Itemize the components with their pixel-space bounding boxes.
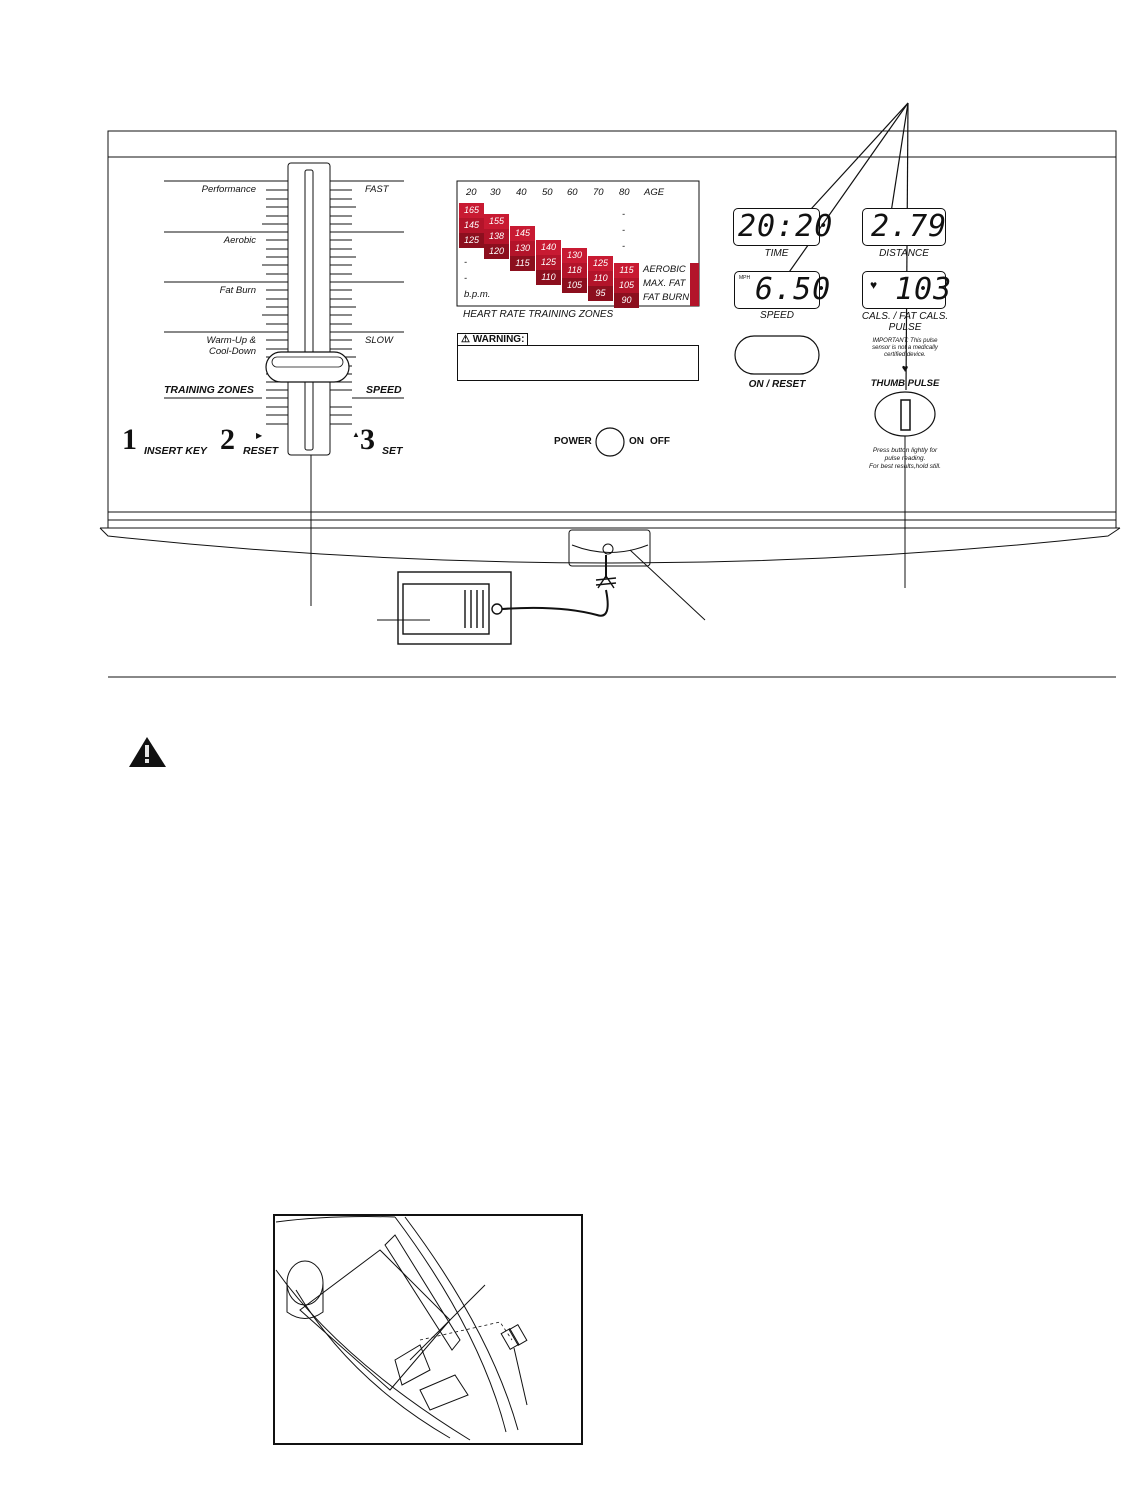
heart-rate-caption: HEART RATE TRAINING ZONES [463, 309, 614, 320]
pulse-instruction-line2: pulse reading. [884, 455, 926, 462]
calories-caption: CALS. / FAT CALS. [861, 311, 949, 322]
power-label: POWER [554, 436, 592, 447]
zone-name-max-fat: MAX. FAT [643, 278, 686, 289]
chart-dash: - [464, 273, 467, 283]
age-60: 60 [567, 187, 578, 198]
age-80: 80 [619, 187, 630, 198]
chart-dash: - [622, 241, 625, 251]
heart-rate-cell: 90 [614, 293, 639, 308]
heart-rate-cell: 95 [588, 286, 613, 301]
speed-caption: SPEED [760, 310, 794, 321]
zone-label-cool-down: Cool-Down [209, 346, 256, 357]
speed-label-slow: SLOW [365, 335, 393, 346]
arrow-up-icon: ▲ [352, 430, 360, 439]
heart-rate-cell: 165 [459, 203, 484, 218]
heart-icon: ♥ [901, 363, 909, 375]
zone-label-fat-burn: Fat Burn [219, 285, 256, 296]
time-value: 20:20 [738, 209, 834, 244]
speed-slider-track [288, 163, 330, 455]
age-40: 40 [516, 187, 527, 198]
heart-rate-cell: 105 [614, 278, 639, 293]
callout-lines-bottom [108, 372, 1116, 677]
speed-value: 6.50 [755, 272, 832, 307]
age-20: 20 [466, 187, 477, 198]
age-50: 50 [542, 187, 553, 198]
thumb-pulse-button[interactable] [875, 392, 935, 436]
zone-label-performance: Performance [201, 184, 256, 195]
heart-rate-cell: 138 [484, 229, 509, 244]
warning-icon: ⚠ [461, 334, 470, 345]
step-1-text: INSERT KEY [144, 445, 207, 457]
power-off-label: OFF [650, 436, 670, 447]
heart-rate-cell: 145 [459, 218, 484, 233]
step-2-text: RESET [243, 445, 279, 457]
chart-dash: - [622, 225, 625, 235]
distance-display [862, 208, 946, 246]
heart-rate-cell: 130 [562, 248, 587, 263]
speed-title-label: SPEED [366, 384, 402, 396]
step-2-number: 2 [220, 423, 235, 456]
age-70: 70 [593, 187, 604, 198]
age-30: 30 [490, 187, 501, 198]
arrow-right-icon: ▶ [256, 431, 263, 440]
training-zones-label: TRAINING ZONES [164, 384, 254, 396]
bpm-label: b.p.m. [464, 289, 491, 300]
heart-rate-cell: 120 [484, 244, 509, 259]
on-reset-label: ON / RESET [748, 379, 806, 390]
pulse-instruction-line3: For best results,hold still. [869, 463, 941, 470]
heart-rate-cell: 110 [588, 271, 613, 286]
heart-rate-cell: 110 [536, 270, 561, 285]
heart-rate-cell: 125 [459, 233, 484, 248]
pulse-instruction-line1: Press button lightly for [872, 447, 938, 454]
calories-display [862, 271, 953, 309]
heart-rate-cell: 115 [614, 263, 639, 278]
step-1-number: 1 [122, 423, 137, 456]
speed-slider-handle [266, 352, 349, 382]
distance-value: 2.79 [871, 209, 948, 244]
zone-name-fat-burn: FAT BURN [643, 292, 690, 303]
heart-rate-cell: 115 [510, 256, 535, 271]
chart-dash: - [622, 209, 625, 219]
important-note-line1: IMPORTANT: This pulse [872, 338, 938, 344]
heart-rate-cell: 155 [484, 214, 509, 229]
zone-label-warm-up: Warm-Up & [206, 335, 256, 346]
step-3-text: SET [382, 445, 403, 457]
heart-rate-cell: 105 [562, 278, 587, 293]
heart-rate-cell: 125 [536, 255, 561, 270]
time-caption: TIME [764, 248, 789, 259]
heart-rate-cell: 145 [510, 226, 535, 241]
step-3-number: 3 [360, 423, 375, 456]
power-on-label: ON [629, 436, 644, 447]
safety-key-drawing [398, 555, 616, 644]
heart-rate-cell: 118 [562, 263, 587, 278]
warning-heading-text: WARNING: [472, 334, 525, 345]
calories-value: 103 [895, 272, 953, 307]
speed-label-fast: FAST [365, 184, 389, 195]
power-switch[interactable] [596, 428, 624, 456]
heart-rate-cell: 140 [536, 240, 561, 255]
important-note-line3: certified device. [884, 352, 926, 358]
warning-box [457, 345, 699, 381]
on-reset-button[interactable] [735, 336, 819, 374]
warning-heading [457, 333, 528, 345]
thumb-pulse-label: THUMB PULSE [870, 378, 940, 389]
caution-icon [129, 737, 166, 767]
time-display [733, 208, 834, 246]
distance-caption: DISTANCE [879, 248, 929, 259]
chart-dash: - [464, 257, 467, 267]
important-note-line2: sensor is not a medically [872, 345, 938, 351]
display-heart-icon: ♥ [870, 278, 878, 292]
zone-label-aerobic: Aerobic [223, 235, 256, 246]
mph-unit: MPH [739, 275, 751, 281]
battery-figure [274, 1215, 582, 1444]
pulse-caption: PULSE [888, 322, 922, 333]
speed-display [734, 271, 832, 309]
heart-rate-cell: 130 [510, 241, 535, 256]
zone-name-aerobic: AEROBIC [643, 264, 686, 275]
heart-rate-edge-bar [690, 263, 699, 306]
heart-rate-cell: 125 [588, 256, 613, 271]
age-label: AGE [644, 187, 665, 198]
